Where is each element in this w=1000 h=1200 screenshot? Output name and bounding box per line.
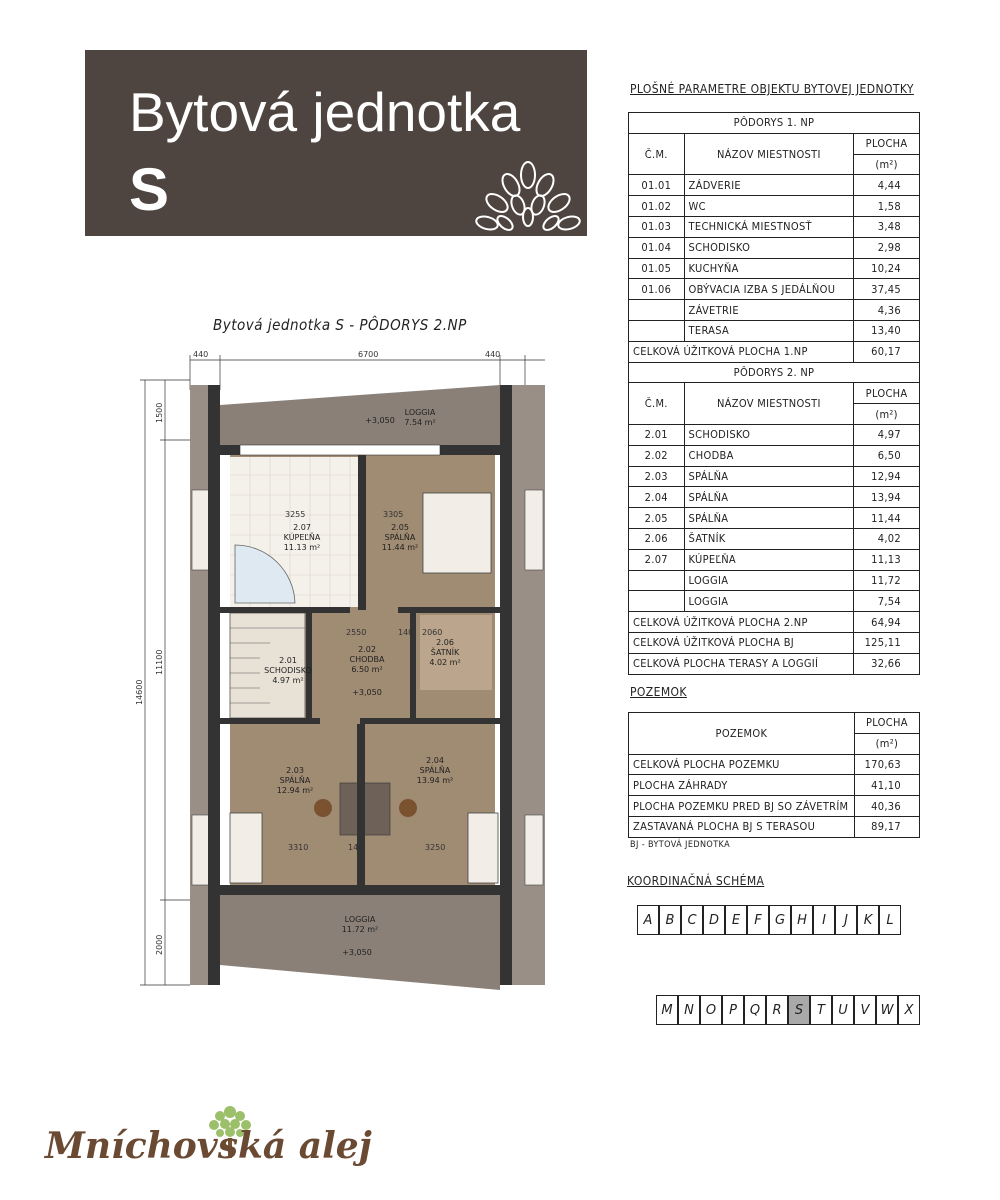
cell-area: 3,48 <box>854 216 920 237</box>
cell-area: 41,10 <box>854 775 919 796</box>
cell-name: PLOCHA ZÁHRADY <box>629 775 855 796</box>
room-label-code: 2.01 <box>279 656 297 665</box>
table-row <box>629 279 920 300</box>
inner-dim: 140 <box>398 628 414 637</box>
cell-area: 89,17 <box>854 816 919 837</box>
cell-area: 4,44 <box>854 175 920 196</box>
room-label-code: 2.02 <box>358 645 376 654</box>
total-value: 60,17 <box>854 341 920 362</box>
room-label-name: ŠATNÍK <box>430 648 460 657</box>
cell-name: TERASA <box>684 320 854 341</box>
cell-no: 01.06 <box>629 279 685 300</box>
cell-no: 2.05 <box>629 508 685 529</box>
cell-area: 4,02 <box>854 528 920 549</box>
table-row <box>629 196 920 217</box>
room-label-name: SPÁLŇA <box>279 776 311 785</box>
scheme-row-1 <box>637 905 901 935</box>
np1-header: PÔDORYS 1. NP <box>629 113 920 134</box>
scheme-title: KOORDINAČNÁ SCHÉMA <box>627 874 765 888</box>
cell-no: 2.06 <box>629 528 685 549</box>
floor-plan <box>130 345 550 995</box>
cell-no: 2.03 <box>629 466 685 487</box>
cell-no <box>629 591 685 612</box>
col-room-no: Č.M. <box>629 133 685 175</box>
cell-name: ZÁVETRIE <box>684 300 854 321</box>
cell-no: 2.01 <box>629 424 685 445</box>
cell-name: LOGGIA <box>684 570 854 591</box>
col-area: PLOCHA <box>854 383 920 404</box>
cell-area: 13,94 <box>854 487 920 508</box>
inner-dim: 3250 <box>425 843 446 852</box>
table-row <box>629 216 920 237</box>
table-row <box>629 424 920 445</box>
cell-name: CHODBA <box>684 445 854 466</box>
table-row <box>629 796 920 817</box>
room-label-area: 11.44 m² <box>381 543 419 552</box>
cell-no: 01.04 <box>629 237 685 258</box>
scheme-cell-j: J <box>835 905 857 935</box>
cell-area: 170,63 <box>854 754 919 775</box>
table-row <box>629 570 920 591</box>
inner-dim: 2060 <box>422 628 443 637</box>
cell-area: 4,97 <box>854 424 920 445</box>
plan-title: Bytová jednotka S - PÔDORYS 2.NP <box>213 316 467 334</box>
cell-area: 13,40 <box>854 320 920 341</box>
table-row <box>629 175 920 196</box>
room-label-area: 4.02 m² <box>429 658 461 667</box>
scheme-cell-b: B <box>659 905 681 935</box>
col-area-unit: (m²) <box>854 733 919 754</box>
scheme-cell-m: M <box>656 995 678 1025</box>
total-row <box>629 632 920 653</box>
cell-name: SPÁLŇA <box>684 508 854 529</box>
cell-area: 6,50 <box>854 445 920 466</box>
scheme-cell-w: W <box>876 995 898 1025</box>
table-row <box>629 528 920 549</box>
scheme-cell-p: P <box>722 995 744 1025</box>
cell-name: OBÝVACIA IZBA S JEDÁLŇOU <box>684 279 854 300</box>
cell-name: SCHODISKO <box>684 424 854 445</box>
room-label-name: KÚPEĽŇA <box>283 533 321 542</box>
room-label-name: LOGGIA <box>404 408 436 417</box>
areas-section-title: PLOŠNÉ PARAMETRE OBJEKTU BYTOVEJ JEDNOTKY <box>630 82 914 96</box>
cell-area: 4,36 <box>854 300 920 321</box>
total-label: CELKOVÁ ÚŽITKOVÁ PLOCHA 2.NP <box>629 612 854 633</box>
col-area-unit: (m²) <box>854 404 920 425</box>
total-value: 32,66 <box>854 653 920 674</box>
scheme-cell-f: F <box>747 905 769 935</box>
total-value: 125,11 <box>854 632 920 653</box>
col-room-name: NÁZOV MIESTNOSTI <box>684 133 854 175</box>
banner-unit-letter: S <box>129 156 170 223</box>
cell-name: SPÁLŇA <box>684 466 854 487</box>
cell-area: 2,98 <box>854 237 920 258</box>
room-label-area: 12.94 m² <box>276 786 314 795</box>
cell-area: 40,36 <box>854 796 919 817</box>
cell-area: 10,24 <box>854 258 920 279</box>
total-label: CELKOVÁ ÚŽITKOVÁ PLOCHA 1.NP <box>629 341 854 362</box>
abbreviation-note: BJ - BYTOVÁ JEDNOTKA <box>630 840 731 850</box>
scheme-cell-a: A <box>637 905 659 935</box>
scheme-cell-q: Q <box>744 995 766 1025</box>
cell-no: 01.03 <box>629 216 685 237</box>
scheme-cell-x: X <box>898 995 920 1025</box>
col-area-unit: (m²) <box>854 154 920 175</box>
cell-no <box>629 320 685 341</box>
room-label-name: SCHODISKO <box>264 666 312 675</box>
cell-name: KÚPEĽŇA <box>684 549 854 570</box>
inner-dim: 3310 <box>288 843 309 852</box>
room-label-code: 2.06 <box>436 638 454 647</box>
table-row <box>629 320 920 341</box>
col-land-name: POZEMOK <box>629 713 855 755</box>
table-row <box>629 487 920 508</box>
dim-top-right: 440 <box>485 350 501 359</box>
scheme-cell-s: S <box>788 995 810 1025</box>
cell-area: 7,54 <box>854 591 920 612</box>
cell-area: 12,94 <box>854 466 920 487</box>
tree-leaves-icon <box>473 155 583 285</box>
cell-name: LOGGIA <box>684 591 854 612</box>
table-row <box>629 775 920 796</box>
cell-no: 2.02 <box>629 445 685 466</box>
dim-left-house: 11100 <box>155 649 164 675</box>
cell-no: 01.01 <box>629 175 685 196</box>
scheme-row-2 <box>656 995 920 1025</box>
room-label-area: 11.72 m² <box>341 925 379 934</box>
level-mark: +3,050 <box>365 416 395 425</box>
scheme-cell-v: V <box>854 995 876 1025</box>
room-label-code: 2.04 <box>426 756 444 765</box>
cell-name: ZASTAVANÁ PLOCHA BJ S TERASOU <box>629 816 855 837</box>
cell-no: 2.07 <box>629 549 685 570</box>
scheme-cell-n: N <box>678 995 700 1025</box>
table-row <box>629 300 920 321</box>
dim-top-left: 440 <box>193 350 209 359</box>
inner-dim: 2550 <box>346 628 367 637</box>
total-label: CELKOVÁ PLOCHA TERASY A LOGGIÍ <box>629 653 854 674</box>
inner-dim: 140 <box>348 843 364 852</box>
scheme-cell-u: U <box>832 995 854 1025</box>
cell-name: ŠATNÍK <box>684 528 854 549</box>
land-section-title: POZEMOK <box>630 685 687 699</box>
table-row <box>629 258 920 279</box>
brand-name: Mníchovská alej <box>45 1125 372 1167</box>
scheme-cell-e: E <box>725 905 747 935</box>
table-row <box>629 754 920 775</box>
room-label-name: CHODBA <box>349 655 385 664</box>
banner-title: Bytová jednotka <box>129 81 521 143</box>
room-label-code: 2.05 <box>391 523 409 532</box>
cell-name: ZÁDVERIE <box>684 175 854 196</box>
level-mark: +3,050 <box>352 688 382 697</box>
title-banner <box>85 50 587 236</box>
table-row <box>629 591 920 612</box>
scheme-cell-k: K <box>857 905 879 935</box>
total-value: 64,94 <box>854 612 920 633</box>
table-row <box>629 466 920 487</box>
scheme-cell-l: L <box>879 905 901 935</box>
cell-area: 1,58 <box>854 196 920 217</box>
scheme-cell-i: I <box>813 905 835 935</box>
table-row <box>629 549 920 570</box>
cell-no: 01.05 <box>629 258 685 279</box>
cell-area: 11,72 <box>854 570 920 591</box>
cell-area: 11,44 <box>854 508 920 529</box>
room-label-name: SPÁLŇA <box>384 533 416 542</box>
room-label-code: 2.03 <box>286 766 304 775</box>
cell-area: 11,13 <box>854 549 920 570</box>
room-label-area: 13.94 m² <box>416 776 454 785</box>
scheme-cell-t: T <box>810 995 832 1025</box>
scheme-cell-c: C <box>681 905 703 935</box>
col-room-no: Č.M. <box>629 383 685 425</box>
scheme-cell-g: G <box>769 905 791 935</box>
cell-no <box>629 570 685 591</box>
areas-table <box>628 112 920 675</box>
col-room-name: NÁZOV MIESTNOSTI <box>684 383 854 425</box>
cell-no: 01.02 <box>629 196 685 217</box>
total-row <box>629 341 920 362</box>
room-label-name: LOGGIA <box>344 915 376 924</box>
cell-name: WC <box>684 196 854 217</box>
inner-dim: 3255 <box>285 510 306 519</box>
dim-top-mid: 6700 <box>358 350 379 359</box>
cell-name: CELKOVÁ PLOCHA POZEMKU <box>629 754 855 775</box>
total-label: CELKOVÁ ÚŽITKOVÁ PLOCHA BJ <box>629 632 854 653</box>
cell-name: TECHNICKÁ MIESTNOSŤ <box>684 216 854 237</box>
floor-plan-drawing <box>130 345 550 995</box>
cell-no: 2.04 <box>629 487 685 508</box>
table-row <box>629 508 920 529</box>
scheme-cell-h: H <box>791 905 813 935</box>
room-label-area: 11.13 m² <box>283 543 321 552</box>
col-area: PLOCHA <box>854 133 920 154</box>
total-row <box>629 612 920 633</box>
col-area: PLOCHA <box>854 713 919 734</box>
scheme-cell-o: O <box>700 995 722 1025</box>
room-label-name: SPÁLŇA <box>419 766 451 775</box>
scheme-cell-r: R <box>766 995 788 1025</box>
cell-area: 37,45 <box>854 279 920 300</box>
table-row <box>629 237 920 258</box>
room-label-area: 7.54 m² <box>404 418 436 427</box>
table-row <box>629 445 920 466</box>
level-mark: +3,050 <box>342 948 372 957</box>
dim-left-total: 14600 <box>135 679 144 705</box>
room-label-area: 6.50 m² <box>351 665 383 674</box>
cell-no <box>629 300 685 321</box>
room-label-area: 4.97 m² <box>272 676 304 685</box>
room-label-code: 2.07 <box>293 523 311 532</box>
land-table <box>628 712 920 838</box>
cell-name: PLOCHA POZEMKU PRED BJ SO ZÁVETRÍM <box>629 796 855 817</box>
brand-logo <box>45 1100 372 1180</box>
cell-name: SPÁLŇA <box>684 487 854 508</box>
cell-name: SCHODISKO <box>684 237 854 258</box>
np2-header: PÔDORYS 2. NP <box>629 362 920 383</box>
scheme-cell-d: D <box>703 905 725 935</box>
dim-left-bottom: 2000 <box>155 934 164 955</box>
table-row <box>629 816 920 837</box>
total-row <box>629 653 920 674</box>
cell-name: KUCHYŇA <box>684 258 854 279</box>
inner-dim: 3305 <box>383 510 404 519</box>
dim-left-top: 1500 <box>155 402 164 423</box>
